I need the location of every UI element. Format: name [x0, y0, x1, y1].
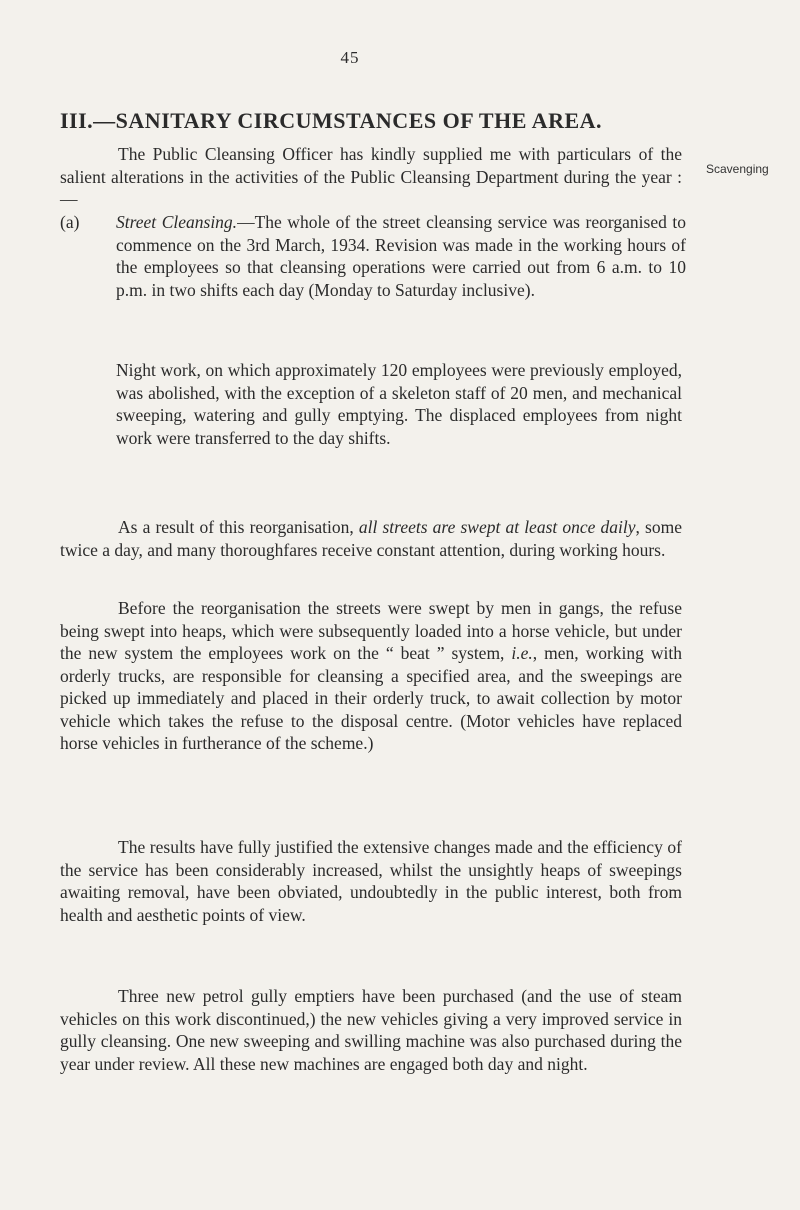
item-a-letter: (a) [60, 212, 80, 232]
intro-paragraph: The Public Cleansing Officer has kindly supplied me with particulars of the salient alterations in the activities of the Public Cleansing Department during the year :— [60, 144, 682, 209]
section-heading: III.—SANITARY CIRCUMSTANCES OF THE AREA. [60, 108, 603, 133]
results-paragraph: The results have fully justified the extensive changes made and the efficiency of the service has been considerably increased, whilst the unsightly heaps of sweepings awaiting removal, have been obviated, undoubtedly in the public interest, both from health and aesthetic points of view. [60, 837, 682, 925]
before-reorganisation-paragraph [60, 597, 682, 755]
item-a-title: Street Cleansing. [116, 212, 238, 232]
petrol-paragraph: Three new petrol gully emptiers have been purchased (and the use of steam vehicles on this work discontinued,) the new vehicles giving a very improved service in gully cleansing. One new sweeping and swilling machine was also purchased during the year under review. All these new machines are engaged both day and night. [60, 986, 682, 1074]
result-italic: all streets are swept at least once daily [358, 517, 636, 537]
item-a-body [116, 211, 686, 301]
night-work-paragraph: Night work, on which approximately 120 employees were previously employed, was abolished, with the exception of a skeleton staff of 20 men, and mechanical sweeping, watering and gully emptying. The displaced employees from night work were transferred to the day shifts. [116, 360, 682, 448]
item-a-text: —The whole of the street cleansing service was reorganised to commence on the 3rd March, 1934. Revision was made in the working hours of the employees so that cleansing operations were carried out from 6 a.m. to 10 p.m. in two shifts each day (Monday to Saturday inclusive). [116, 212, 686, 300]
item-a-paragraph [60, 211, 686, 301]
before-italic: i.e. [511, 643, 533, 663]
result-text-end: , some twice a day, and many thoroughfares receive constant attention, during working hours. [60, 517, 682, 560]
before-text-start: Before the reorganisation the streets were swept by men in gangs, the refuse being swept into heaps, which were subsequently loaded into a horse vehicle, but under the new system the employees work on the “ beat ” system, [60, 598, 682, 663]
page-number: 45 [340, 48, 360, 67]
result-paragraph [60, 516, 682, 561]
margin-note: Scavenging [706, 162, 769, 176]
result-text-start: As a result of this reorganisation, [118, 517, 359, 537]
before-text-end: , men, working with orderly trucks, are responsible for cleansing a specified area, and the sweepings are picked up immediately and placed in their orderly truck, to await collection by motor vehicle which takes the refuse to the disposal centre. (Motor vehicles have replaced horse vehicles in furtherance of the scheme.) [60, 643, 682, 753]
